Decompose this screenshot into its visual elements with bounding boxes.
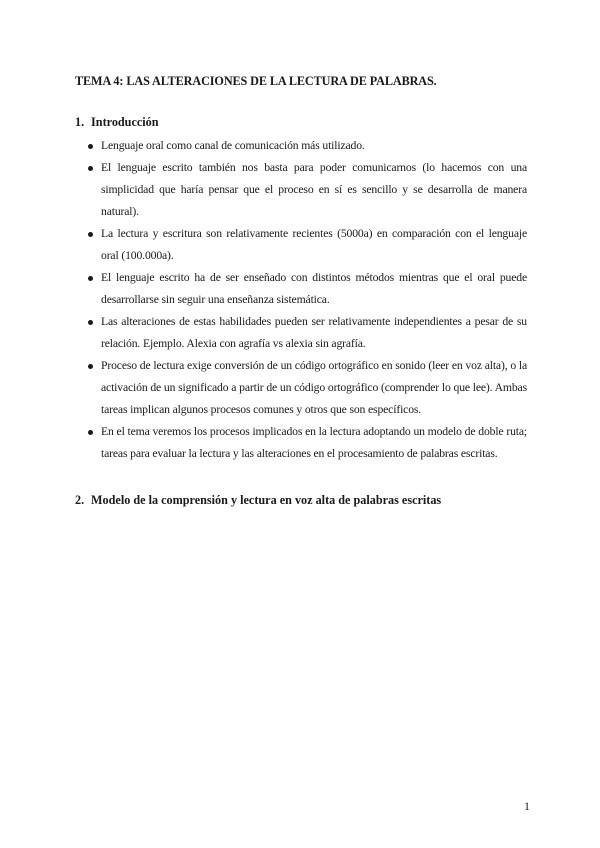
bullet-icon [88,232,93,237]
bullet-icon [88,364,93,369]
bullet-icon [88,144,93,149]
bullet-text: Proceso de lectura exige conversión de un código ortográfico en sonido (leer en voz alta), o la activación de un significado a partir de un código ortográfico (comprender lo que lee). Ambas tareas implican algunos procesos comunes y otros que son específicos. [101,359,527,416]
bullet-text: La lectura y escritura son relativamente recientes (5000a) en comparación con el lenguaje oral (100.000a). [101,227,527,262]
section-title: Introducción [91,115,159,129]
section-heading-introduccion [75,114,535,130]
list-item [75,157,527,223]
page-number: 1 [524,799,530,813]
bullet-icon [88,320,93,325]
bullet-text: El lenguaje escrito ha de ser enseñado con distintos métodos mientras que el oral puede desarrollarse sin seguir una enseñanza sistemática. [101,271,527,306]
list-item [75,421,527,465]
bullet-text: El lenguaje escrito también nos basta para poder comunicarnos (lo hacemos con una simplicidad que haría pensar que el proceso en sí es sencillo y se desarrolla de manera natural). [101,161,527,218]
bullet-text: Lenguaje oral como canal de comunicación más utilizado. [101,139,365,152]
introduccion-bullet-list [75,135,527,465]
bullet-icon [88,166,93,171]
bullet-icon [88,430,93,435]
section-heading-modelo [75,492,535,508]
document-title: TEMA 4: LAS ALTERACIONES DE LA LECTURA DE PALABRAS. [75,74,437,88]
list-item [75,223,527,267]
bullet-icon [88,276,93,281]
bullet-text: En el tema veremos los procesos implicados en la lectura adoptando un modelo de doble ruta; tareas para evaluar la lectura y las alteraciones en el procesamiento de palabras escritas. [101,425,527,460]
list-item [75,311,527,355]
section-number: 2. [75,493,85,507]
bullet-text: Las alteraciones de estas habilidades pueden ser relativamente independientes a pesar de su relación. Ejemplo. Alexia con agrafía vs alexia sin agrafía. [101,315,527,350]
list-item [75,267,527,311]
list-item [75,355,527,421]
section-number: 1. [75,115,85,129]
list-item [75,135,527,157]
section-title: Modelo de la comprensión y lectura en voz alta de palabras escritas [91,493,442,507]
